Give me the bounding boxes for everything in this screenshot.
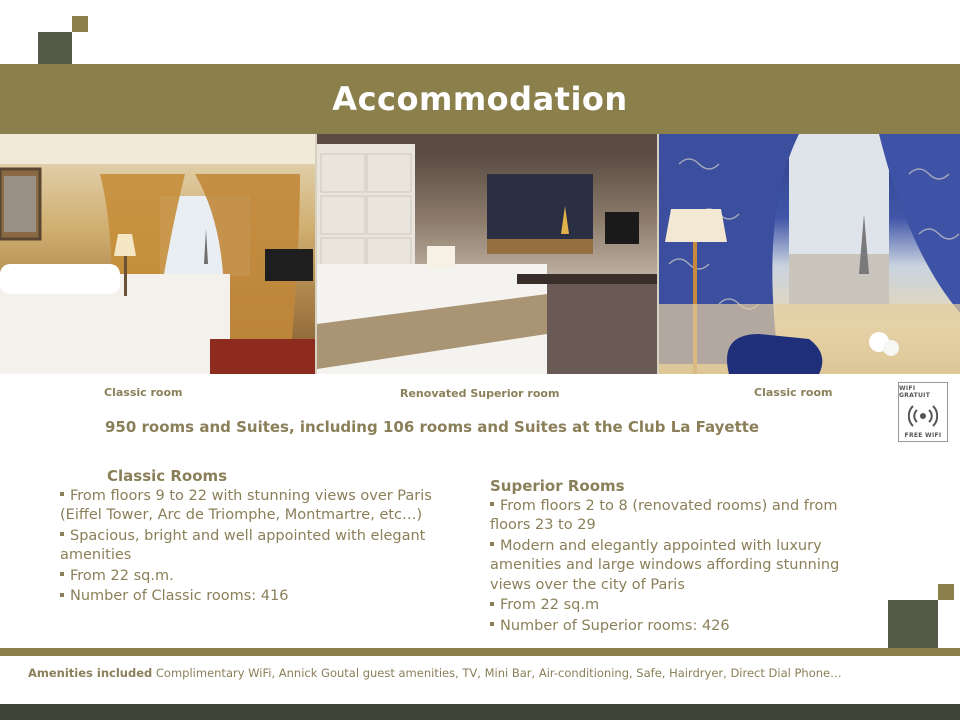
- list-item: Number of Classic rooms: 416: [60, 587, 470, 607]
- list-item: From floors 2 to 8 (renovated rooms) and from floors 23 to 29: [490, 497, 838, 533]
- photo-renovated-superior-room: [315, 134, 658, 374]
- decor-square-dark-top: [38, 32, 72, 64]
- bullet-icon: [490, 542, 494, 546]
- wifi-badge-top-text: WIFI GRATUIT: [899, 385, 931, 399]
- bullet-icon: [490, 622, 494, 626]
- caption-classic-room-2: Classic room: [754, 386, 833, 399]
- photo-classic-room-1: [0, 134, 315, 374]
- slide-title: Accommodation: [332, 80, 628, 118]
- list-item: Number of Superior rooms: 426: [490, 617, 875, 637]
- list-item: From 22 sq.m.: [60, 567, 470, 587]
- amenities-text: Complimentary WiFi, Annick Goutal guest amenities, TV, Mini Bar, Air-conditioning, Safe, Hairdryer, Direct Dial Phone…: [152, 666, 842, 680]
- wifi-badge-bottom-text: FREE WIFI: [904, 432, 942, 439]
- bedroom-illustration: [317, 134, 658, 374]
- bedroom-illustration: [0, 134, 315, 374]
- photo-classic-room-2: [657, 134, 960, 374]
- decor-square-dark-bottom: [888, 600, 938, 648]
- superior-rooms-heading: Superior Rooms: [490, 477, 625, 495]
- amenities-label: Amenities included: [28, 666, 153, 680]
- bullet-icon: [60, 593, 64, 597]
- footer-divider: [0, 648, 960, 656]
- title-bar: [0, 64, 960, 134]
- amenities-footer: [28, 666, 842, 680]
- bullet-icon: [60, 532, 64, 536]
- bullet-icon: [490, 502, 494, 506]
- list-item: Modern and elegantly appointed with luxury amenities and large windows affording stunning views over the city of Paris: [490, 537, 840, 593]
- free-wifi-badge: [898, 382, 948, 442]
- caption-renovated-superior-room: Renovated Superior room: [400, 387, 560, 400]
- classic-rooms-section: [60, 467, 470, 607]
- decor-square-olive-bottom: [938, 584, 954, 600]
- room-photos: [0, 134, 960, 374]
- superior-rooms-section: [490, 477, 875, 636]
- list-item: Spacious, bright and well appointed with elegant amenities: [60, 527, 426, 563]
- bottom-bar: [0, 704, 960, 720]
- list-item: From 22 sq.m: [490, 596, 875, 616]
- wifi-signal-icon: [908, 403, 938, 429]
- classic-rooms-heading: Classic Rooms: [107, 467, 228, 485]
- bullet-icon: [490, 602, 494, 606]
- bedroom-illustration: [659, 134, 960, 374]
- list-item: From floors 9 to 22 with stunning views over Paris (Eiffel Tower, Arc de Triomphe, Montmartre, etc…): [60, 487, 432, 523]
- caption-classic-room-1: Classic room: [104, 386, 183, 399]
- decor-square-olive-top: [72, 16, 88, 32]
- bullet-icon: [60, 492, 64, 496]
- classic-rooms-list: [60, 487, 470, 607]
- superior-rooms-list: [490, 497, 875, 637]
- rooms-headline: 950 rooms and Suites, including 106 rooms and Suites at the Club La Fayette: [105, 418, 760, 436]
- bullet-icon: [60, 572, 64, 576]
